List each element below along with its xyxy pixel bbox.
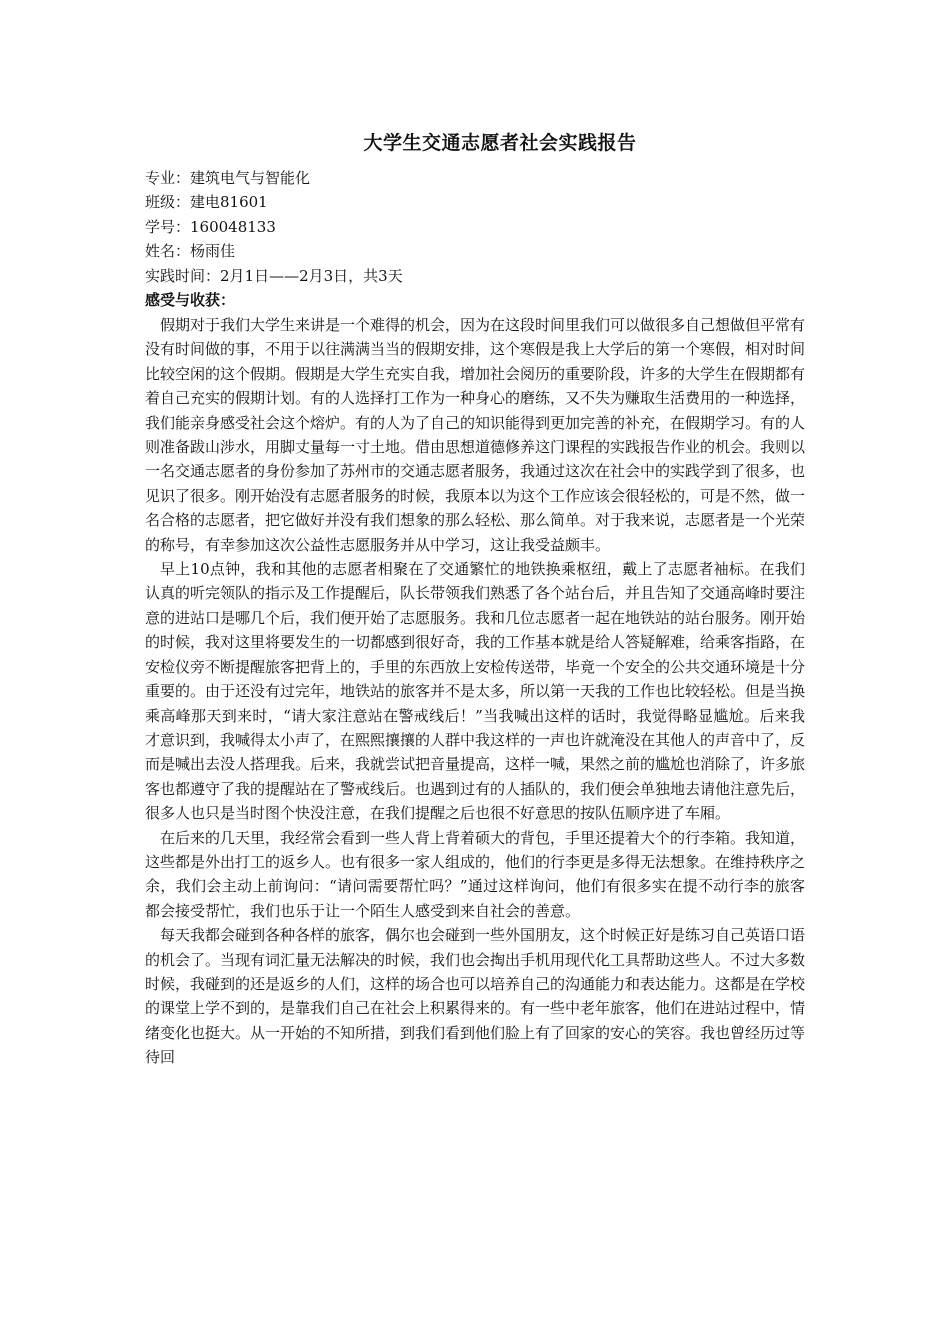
student-info-block <box>145 166 805 312</box>
paragraph-2: 早上10点钟，我和其他的志愿者相聚在了交通繁忙的地铁换乘枢纽，戴上了志愿者袖标。在我们认真的听完领队的指示及工作提醒后，队长带领我们熟悉了各个站台后，并且告知了交通高峰时要注意的进站口是哪几个后，我们便开始了志愿服务。我和几位志愿者一起在地铁站的站台服务。刚开始的时候，我对这里将要发生的一切都感到很好奇，我的工作基本就是给人答疑解难，给乘客指路，在安检仪旁不断提醒旅客把背上的，手里的东西放上安检传送带，毕竟一个安全的公共交通环境是十分重要的。由于还没有过完年，地铁站的旅客并不是太多，所以第一天我的工作也比较轻松。但是当换乘高峰那天到来时，“请大家注意站在警戒线后！”当我喊出这样的话时，我觉得略显尴尬。后来我才意识到，我喊得太小声了，在熙熙攘攘的人群中我这样的一声也许就淹没在其他人的声音中了，反而是喊出去没人搭理我。后来，我就尝试把音量提高，这样一喊，果然之前的尴尬也消除了，许多旅客也都遵守了我的提醒站在了警戒线后。也遇到过有的人插队的，我们便会单独地去请他注意先后，很多人也只是当时图个快没注意，在我们提醒之后也很不好意思的按队伍顺序进了车厢。 <box>145 560 806 823</box>
paragraph-1: 假期对于我们大学生来讲是一个难得的机会，因为在这段时间里我们可以做很多自己想做但平常有没有时间做的事，不用于以往满满当当的假期安排，这个寒假是我上大学后的第一个寒假，相对时间比较空闲的这个假期。假期是大学生充实自我，增加社会阅历的重要阶段，许多的大学生在假期都有着自己充实的假期计划。有的人选择打工作为一种身心的磨练，又不失为赚取生活费用的一种选择，我们能亲身感受社会这个熔炉。有的人为了自己的知识能得到更加完善的补充，在假期学习。有的人则准备跋山涉水，用脚丈量每一寸土地。借由思想道德修养这门课程的实践报告作业的机会。我则以一名交通志愿者的身份参加了苏州市的交通志愿者服务，我通过这次在社会中的实践学到了很多，也见识了很多。刚开始没有志愿者服务的时候，我原本以为这个工作应该会很轻松的，可是不然，做一名合格的志愿者，把它做好并没有我们想象的那么轻松、那么简单。对于我来说，志愿者是一个光荣的称号，有幸参加这次公益性志愿服务并从中学习，这让我受益颇丰。 <box>145 316 806 554</box>
name-line: 姓名：杨雨佳 <box>145 242 236 261</box>
report-body <box>145 313 805 1070</box>
class-line: 班级：建电81601 <box>145 193 268 212</box>
practice-time-line: 实践时间：2月1日——2月3日，共3天 <box>145 266 403 285</box>
paragraph-4: 每天我都会碰到各种各样的旅客，偶尔也会碰到一些外国朋友，这个时候正好是练习自己英语口语的机会了。当现有词汇量无法解决的时候，我们也会掏出手机用现代化工具帮助这些人。不过大多数时候，我碰到的还是返乡的人们，这样的场合也可以培养自己的沟通能力和表达能力。这都是在学校的课堂上学不到的，是靠我们自己在社会上积累得来的。有一些中老年旅客，他们在进站过程中，情绪变化也挺大。从一开始的不知所措，到我们看到他们脸上有了回家的安心的笑容。我也曾经历过等待回 <box>145 926 806 1067</box>
student-id-line: 学号：160048133 <box>145 217 276 236</box>
paragraph-3: 在后来的几天里，我经常会看到一些人背上背着硕大的背包，手里还提着大个的行李箱。我知道，这些都是外出打工的返乡人。也有很多一家人组成的，他们的行李更是多得无法想象。在维持秩序之余，我们会主动上前询问：“请问需要帮忙吗？”通过这样询问，他们有很多实在提不动行李的旅客都会接受帮忙，我们也乐于让一个陌生人感受到来自社会的善意。 <box>145 828 806 920</box>
section-heading: 感受与收获： <box>145 291 236 310</box>
major-line: 专业：建筑电气与智能化 <box>145 169 311 187</box>
report-title: 大学生交通志愿者社会实践报告 <box>363 132 637 154</box>
